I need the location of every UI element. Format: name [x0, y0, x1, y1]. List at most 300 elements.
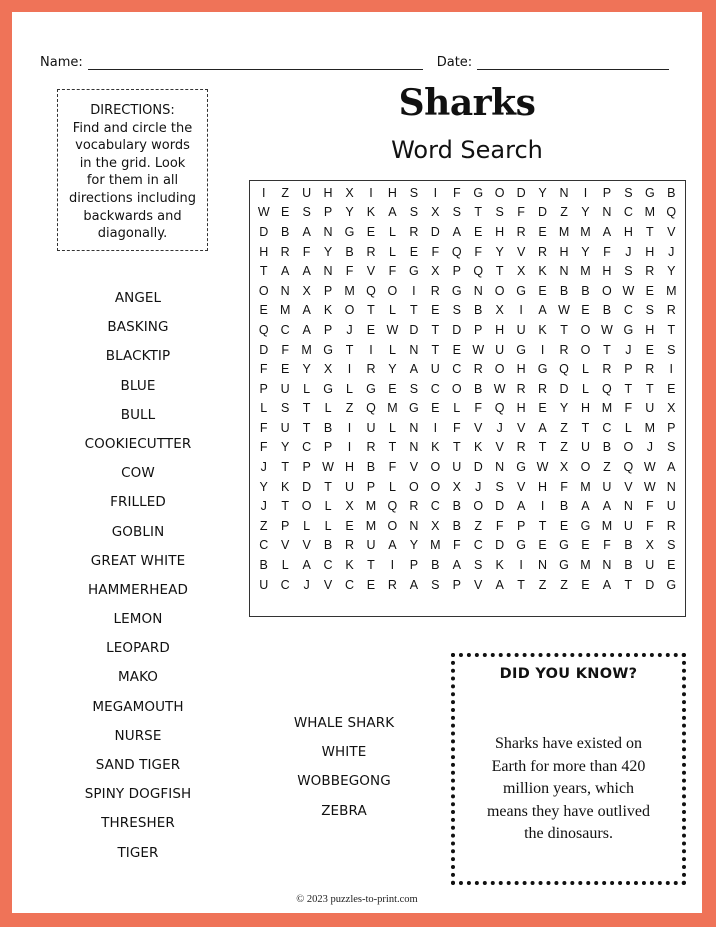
grid-cell[interactable]: H: [516, 362, 526, 377]
grid-cell[interactable]: P: [667, 420, 676, 435]
grid-cell[interactable]: C: [323, 558, 333, 573]
grid-cell[interactable]: B: [559, 283, 569, 298]
grid-cell[interactable]: V: [323, 577, 333, 592]
grid-cell[interactable]: C: [452, 362, 462, 377]
grid-cell[interactable]: A: [302, 264, 311, 279]
grid-cell[interactable]: N: [602, 558, 612, 573]
grid-cell[interactable]: D: [302, 479, 312, 494]
grid-cell[interactable]: A: [602, 577, 612, 592]
grid-cell[interactable]: Z: [474, 518, 483, 533]
grid-cell[interactable]: F: [452, 420, 461, 435]
grid-cell[interactable]: L: [281, 558, 289, 573]
grid-cell[interactable]: S: [302, 205, 311, 220]
grid-cell[interactable]: S: [452, 205, 461, 220]
grid-cell[interactable]: M: [580, 558, 591, 573]
grid-cell[interactable]: S: [452, 303, 461, 318]
grid-cell[interactable]: U: [602, 479, 612, 494]
grid-cell[interactable]: M: [580, 224, 591, 239]
grid-cell[interactable]: S: [409, 205, 419, 220]
grid-cell[interactable]: V: [280, 538, 290, 553]
grid-cell[interactable]: E: [538, 224, 547, 239]
grid-cell[interactable]: O: [451, 381, 462, 396]
grid-cell[interactable]: G: [366, 381, 376, 396]
grid-cell[interactable]: Z: [259, 518, 268, 533]
grid-cell[interactable]: H: [580, 401, 590, 416]
grid-cell[interactable]: W: [643, 479, 656, 494]
grid-cell[interactable]: T: [281, 460, 289, 475]
grid-cell[interactable]: Y: [259, 479, 268, 494]
grid-cell[interactable]: K: [538, 322, 547, 337]
grid-cell[interactable]: F: [259, 362, 268, 377]
grid-cell[interactable]: D: [452, 322, 462, 337]
grid-cell[interactable]: D: [538, 205, 548, 220]
grid-cell[interactable]: E: [409, 244, 419, 259]
grid-cell[interactable]: J: [668, 244, 675, 259]
letter-grid[interactable]: [249, 180, 686, 617]
grid-cell[interactable]: Q: [451, 244, 462, 259]
grid-cell[interactable]: F: [603, 538, 611, 553]
grid-cell[interactable]: B: [474, 381, 483, 396]
grid-cell[interactable]: Z: [560, 440, 568, 455]
grid-cell[interactable]: F: [388, 460, 397, 475]
grid-cell[interactable]: M: [601, 518, 613, 533]
grid-cell[interactable]: U: [495, 342, 505, 357]
grid-cell[interactable]: F: [345, 264, 354, 279]
grid-cell[interactable]: U: [302, 185, 312, 200]
grid-cell[interactable]: I: [347, 362, 352, 377]
grid-cell[interactable]: B: [559, 499, 569, 514]
grid-cell[interactable]: D: [495, 538, 505, 553]
grid-cell[interactable]: T: [517, 577, 525, 592]
grid-cell[interactable]: G: [516, 342, 526, 357]
grid-cell[interactable]: T: [495, 264, 504, 279]
grid-cell[interactable]: V: [366, 264, 376, 279]
grid-cell[interactable]: R: [538, 381, 548, 396]
grid-cell[interactable]: B: [259, 558, 268, 573]
grid-cell[interactable]: G: [473, 185, 484, 200]
grid-cell[interactable]: Q: [559, 362, 569, 377]
grid-cell[interactable]: P: [323, 440, 333, 455]
grid-cell[interactable]: I: [540, 499, 545, 514]
grid-cell[interactable]: F: [388, 264, 397, 279]
grid-cell[interactable]: Y: [302, 362, 311, 377]
grid-cell[interactable]: X: [516, 264, 526, 279]
grid-cell[interactable]: K: [323, 303, 333, 318]
grid-cell[interactable]: U: [280, 381, 290, 396]
grid-cell[interactable]: W: [643, 460, 656, 475]
grid-cell[interactable]: U: [645, 558, 655, 573]
grid-cell[interactable]: R: [538, 244, 548, 259]
grid-cell[interactable]: I: [433, 420, 438, 435]
grid-cell[interactable]: I: [433, 185, 438, 200]
grid-cell[interactable]: W: [493, 381, 506, 396]
grid-cell[interactable]: K: [495, 558, 504, 573]
grid-cell[interactable]: N: [559, 185, 569, 200]
grid-cell[interactable]: M: [301, 342, 312, 357]
grid-cell[interactable]: D: [559, 381, 569, 396]
grid-cell[interactable]: X: [667, 401, 676, 416]
grid-cell[interactable]: F: [452, 538, 461, 553]
grid-cell[interactable]: R: [473, 362, 483, 377]
grid-cell[interactable]: C: [302, 440, 312, 455]
grid-cell[interactable]: Z: [281, 185, 289, 200]
grid-cell[interactable]: T: [281, 499, 289, 514]
grid-cell[interactable]: G: [323, 381, 333, 396]
grid-cell[interactable]: Y: [323, 244, 333, 259]
grid-cell[interactable]: V: [516, 479, 526, 494]
grid-cell[interactable]: F: [646, 499, 654, 514]
grid-cell[interactable]: S: [431, 577, 440, 592]
grid-cell[interactable]: S: [495, 205, 504, 220]
grid-cell[interactable]: O: [409, 479, 419, 494]
grid-cell[interactable]: H: [387, 185, 397, 200]
grid-cell[interactable]: A: [581, 499, 590, 514]
grid-cell[interactable]: N: [409, 420, 419, 435]
grid-cell[interactable]: S: [667, 538, 676, 553]
grid-cell[interactable]: M: [365, 518, 377, 533]
grid-cell[interactable]: H: [559, 244, 569, 259]
grid-cell[interactable]: P: [602, 185, 612, 200]
grid-cell[interactable]: D: [473, 460, 483, 475]
grid-cell[interactable]: L: [324, 499, 332, 514]
grid-cell[interactable]: M: [644, 420, 656, 435]
grid-cell[interactable]: P: [624, 362, 633, 377]
grid-cell[interactable]: R: [345, 538, 355, 553]
grid-cell[interactable]: S: [409, 381, 419, 396]
grid-cell[interactable]: E: [388, 381, 397, 396]
grid-cell[interactable]: E: [431, 303, 440, 318]
grid-cell[interactable]: F: [517, 205, 525, 220]
grid-cell[interactable]: G: [409, 401, 419, 416]
grid-cell[interactable]: R: [366, 440, 376, 455]
grid-cell[interactable]: A: [409, 362, 419, 377]
grid-cell[interactable]: R: [516, 224, 526, 239]
grid-cell[interactable]: R: [387, 577, 397, 592]
grid-cell[interactable]: Q: [602, 381, 612, 396]
grid-cell[interactable]: I: [390, 558, 395, 573]
grid-cell[interactable]: T: [324, 479, 332, 494]
grid-cell[interactable]: T: [410, 303, 418, 318]
grid-cell[interactable]: E: [280, 205, 290, 220]
grid-cell[interactable]: Q: [494, 401, 505, 416]
grid-cell[interactable]: O: [580, 342, 591, 357]
grid-cell[interactable]: F: [495, 518, 504, 533]
name-field[interactable]: [88, 55, 423, 70]
grid-cell[interactable]: L: [388, 244, 396, 259]
grid-cell[interactable]: M: [644, 205, 656, 220]
grid-cell[interactable]: J: [475, 479, 482, 494]
grid-cell[interactable]: W: [257, 205, 270, 220]
grid-cell[interactable]: O: [387, 518, 398, 533]
grid-cell[interactable]: G: [537, 362, 548, 377]
grid-cell[interactable]: U: [666, 499, 676, 514]
grid-cell[interactable]: W: [472, 342, 485, 357]
grid-cell[interactable]: T: [667, 322, 676, 337]
grid-cell[interactable]: N: [323, 224, 333, 239]
grid-cell[interactable]: O: [301, 499, 312, 514]
grid-cell[interactable]: B: [366, 460, 376, 475]
grid-cell[interactable]: V: [516, 420, 526, 435]
grid-cell[interactable]: G: [666, 577, 677, 592]
grid-cell[interactable]: T: [624, 577, 633, 592]
grid-cell[interactable]: B: [624, 558, 633, 573]
grid-cell[interactable]: H: [516, 401, 526, 416]
grid-cell[interactable]: X: [559, 460, 569, 475]
grid-cell[interactable]: L: [346, 381, 353, 396]
grid-cell[interactable]: V: [474, 420, 483, 435]
grid-cell[interactable]: O: [430, 479, 441, 494]
grid-cell[interactable]: F: [646, 518, 654, 533]
grid-cell[interactable]: N: [495, 460, 505, 475]
grid-cell[interactable]: R: [280, 244, 290, 259]
grid-cell[interactable]: H: [645, 322, 655, 337]
grid-cell[interactable]: F: [259, 440, 268, 455]
grid-cell[interactable]: H: [495, 224, 505, 239]
grid-cell[interactable]: B: [323, 538, 333, 553]
grid-cell[interactable]: I: [583, 185, 588, 200]
grid-cell[interactable]: E: [581, 303, 590, 318]
grid-cell[interactable]: M: [430, 538, 441, 553]
grid-cell[interactable]: L: [453, 401, 461, 416]
grid-cell[interactable]: L: [388, 342, 396, 357]
grid-cell[interactable]: P: [474, 322, 483, 337]
grid-cell[interactable]: T: [388, 440, 397, 455]
grid-cell[interactable]: F: [474, 244, 483, 259]
grid-cell[interactable]: S: [667, 440, 676, 455]
grid-cell[interactable]: Q: [366, 401, 376, 416]
grid-cell[interactable]: T: [560, 322, 568, 337]
grid-cell[interactable]: X: [431, 518, 440, 533]
grid-cell[interactable]: F: [560, 479, 568, 494]
grid-cell[interactable]: V: [624, 479, 633, 494]
grid-cell[interactable]: Q: [387, 499, 398, 514]
grid-cell[interactable]: B: [345, 244, 354, 259]
grid-cell[interactable]: E: [559, 518, 569, 533]
grid-cell[interactable]: A: [302, 558, 311, 573]
grid-cell[interactable]: O: [387, 283, 398, 298]
grid-cell[interactable]: U: [430, 362, 440, 377]
grid-cell[interactable]: G: [644, 185, 655, 200]
grid-cell[interactable]: L: [303, 381, 311, 396]
grid-cell[interactable]: B: [474, 303, 483, 318]
grid-cell[interactable]: P: [323, 205, 333, 220]
grid-cell[interactable]: L: [388, 224, 396, 239]
grid-cell[interactable]: J: [303, 577, 310, 592]
grid-cell[interactable]: M: [580, 264, 591, 279]
grid-cell[interactable]: Y: [538, 185, 547, 200]
grid-cell[interactable]: E: [645, 283, 654, 298]
grid-cell[interactable]: K: [474, 440, 483, 455]
grid-cell[interactable]: G: [516, 538, 526, 553]
grid-cell[interactable]: S: [624, 264, 633, 279]
grid-cell[interactable]: A: [538, 303, 547, 318]
grid-cell[interactable]: T: [302, 420, 311, 435]
grid-cell[interactable]: M: [666, 283, 677, 298]
grid-cell[interactable]: E: [259, 303, 268, 318]
grid-cell[interactable]: H: [345, 460, 355, 475]
grid-cell[interactable]: X: [302, 283, 311, 298]
grid-cell[interactable]: B: [581, 283, 590, 298]
grid-cell[interactable]: M: [344, 283, 355, 298]
grid-cell[interactable]: O: [580, 322, 591, 337]
grid-cell[interactable]: C: [602, 420, 612, 435]
grid-cell[interactable]: C: [259, 538, 269, 553]
grid-cell[interactable]: A: [280, 264, 290, 279]
grid-cell[interactable]: O: [430, 460, 441, 475]
grid-cell[interactable]: G: [344, 224, 355, 239]
grid-cell[interactable]: H: [645, 244, 655, 259]
grid-cell[interactable]: U: [580, 440, 590, 455]
grid-cell[interactable]: Y: [280, 440, 290, 455]
grid-cell[interactable]: Z: [560, 577, 568, 592]
grid-cell[interactable]: E: [581, 577, 590, 592]
grid-cell[interactable]: D: [516, 185, 526, 200]
grid-cell[interactable]: G: [516, 460, 526, 475]
date-field[interactable]: [477, 55, 669, 70]
grid-cell[interactable]: R: [409, 499, 419, 514]
grid-cell[interactable]: O: [580, 460, 591, 475]
grid-cell[interactable]: T: [581, 420, 590, 435]
grid-cell[interactable]: X: [645, 538, 654, 553]
grid-cell[interactable]: N: [538, 558, 548, 573]
grid-cell[interactable]: W: [386, 322, 399, 337]
grid-cell[interactable]: U: [516, 322, 526, 337]
grid-cell[interactable]: K: [366, 205, 376, 220]
grid-cell[interactable]: L: [324, 518, 332, 533]
grid-cell[interactable]: B: [280, 224, 290, 239]
grid-cell[interactable]: T: [302, 401, 311, 416]
grid-cell[interactable]: P: [302, 460, 311, 475]
grid-cell[interactable]: I: [412, 283, 416, 298]
grid-cell[interactable]: N: [409, 440, 419, 455]
grid-cell[interactable]: J: [346, 322, 353, 337]
grid-cell[interactable]: P: [366, 479, 376, 494]
grid-cell[interactable]: L: [581, 381, 589, 396]
grid-cell[interactable]: X: [495, 303, 504, 318]
grid-cell[interactable]: Q: [366, 283, 376, 298]
grid-cell[interactable]: E: [538, 538, 547, 553]
grid-cell[interactable]: F: [302, 244, 311, 259]
grid-cell[interactable]: A: [452, 224, 461, 239]
grid-cell[interactable]: C: [280, 322, 290, 337]
grid-cell[interactable]: W: [601, 322, 613, 337]
grid-cell[interactable]: P: [259, 381, 268, 396]
grid-cell[interactable]: W: [558, 303, 570, 318]
grid-cell[interactable]: A: [667, 460, 676, 475]
grid-cell[interactable]: I: [519, 558, 523, 573]
grid-cell[interactable]: G: [559, 538, 569, 553]
grid-cell[interactable]: Y: [409, 538, 419, 553]
grid-cell[interactable]: T: [367, 558, 375, 573]
grid-cell[interactable]: J: [260, 460, 267, 475]
grid-cell[interactable]: O: [494, 283, 505, 298]
grid-cell[interactable]: W: [322, 460, 334, 475]
grid-cell[interactable]: W: [536, 460, 549, 475]
grid-cell[interactable]: U: [280, 420, 290, 435]
grid-cell[interactable]: H: [602, 264, 612, 279]
grid-cell[interactable]: S: [495, 479, 504, 494]
grid-cell[interactable]: Y: [581, 244, 590, 259]
grid-cell[interactable]: N: [666, 479, 676, 494]
grid-cell[interactable]: I: [369, 342, 373, 357]
grid-cell[interactable]: T: [646, 224, 654, 239]
grid-cell[interactable]: B: [667, 185, 676, 200]
grid-cell[interactable]: X: [431, 264, 440, 279]
grid-cell[interactable]: W: [622, 283, 635, 298]
grid-cell[interactable]: I: [519, 303, 523, 318]
grid-cell[interactable]: F: [603, 244, 611, 259]
grid-cell[interactable]: X: [345, 499, 354, 514]
grid-cell[interactable]: F: [259, 420, 268, 435]
grid-cell[interactable]: U: [366, 538, 376, 553]
grid-cell[interactable]: E: [667, 558, 676, 573]
grid-cell[interactable]: Q: [666, 205, 677, 220]
grid-cell[interactable]: E: [538, 283, 547, 298]
grid-cell[interactable]: R: [366, 362, 376, 377]
grid-cell[interactable]: A: [516, 499, 526, 514]
grid-cell[interactable]: A: [302, 303, 311, 318]
grid-cell[interactable]: Y: [495, 244, 504, 259]
grid-cell[interactable]: V: [667, 224, 676, 239]
grid-cell[interactable]: L: [388, 479, 396, 494]
grid-cell[interactable]: D: [259, 224, 269, 239]
grid-cell[interactable]: S: [624, 185, 633, 200]
grid-cell[interactable]: O: [473, 499, 484, 514]
grid-cell[interactable]: H: [623, 224, 633, 239]
grid-cell[interactable]: J: [625, 342, 632, 357]
grid-cell[interactable]: B: [602, 440, 612, 455]
grid-cell[interactable]: M: [601, 401, 613, 416]
grid-cell[interactable]: O: [258, 283, 269, 298]
grid-cell[interactable]: F: [281, 342, 289, 357]
grid-cell[interactable]: N: [473, 283, 483, 298]
grid-cell[interactable]: U: [366, 420, 376, 435]
grid-cell[interactable]: L: [581, 362, 589, 377]
grid-cell[interactable]: A: [495, 577, 504, 592]
grid-cell[interactable]: V: [495, 440, 504, 455]
grid-cell[interactable]: E: [645, 342, 654, 357]
grid-cell[interactable]: G: [516, 283, 526, 298]
grid-cell[interactable]: Y: [388, 362, 397, 377]
grid-cell[interactable]: A: [602, 499, 612, 514]
grid-cell[interactable]: T: [646, 381, 654, 396]
grid-cell[interactable]: I: [261, 185, 266, 200]
grid-cell[interactable]: Z: [603, 460, 611, 475]
grid-cell[interactable]: D: [259, 342, 269, 357]
grid-cell[interactable]: Y: [559, 401, 569, 416]
grid-cell[interactable]: B: [624, 538, 633, 553]
grid-cell[interactable]: V: [474, 577, 483, 592]
grid-cell[interactable]: Y: [667, 264, 676, 279]
grid-cell[interactable]: Y: [345, 205, 354, 220]
grid-cell[interactable]: A: [602, 224, 612, 239]
grid-cell[interactable]: T: [474, 205, 483, 220]
grid-cell[interactable]: F: [624, 401, 633, 416]
grid-cell[interactable]: M: [558, 224, 570, 239]
grid-cell[interactable]: Z: [560, 205, 568, 220]
grid-cell[interactable]: H: [495, 322, 505, 337]
grid-cell[interactable]: S: [667, 342, 676, 357]
grid-cell[interactable]: R: [516, 381, 526, 396]
grid-cell[interactable]: P: [280, 518, 290, 533]
grid-cell[interactable]: B: [602, 303, 612, 318]
grid-cell[interactable]: X: [323, 362, 333, 377]
grid-cell[interactable]: J: [625, 244, 632, 259]
grid-cell[interactable]: C: [430, 381, 440, 396]
grid-cell[interactable]: V: [516, 244, 526, 259]
grid-cell[interactable]: V: [302, 538, 311, 553]
grid-cell[interactable]: N: [323, 264, 333, 279]
